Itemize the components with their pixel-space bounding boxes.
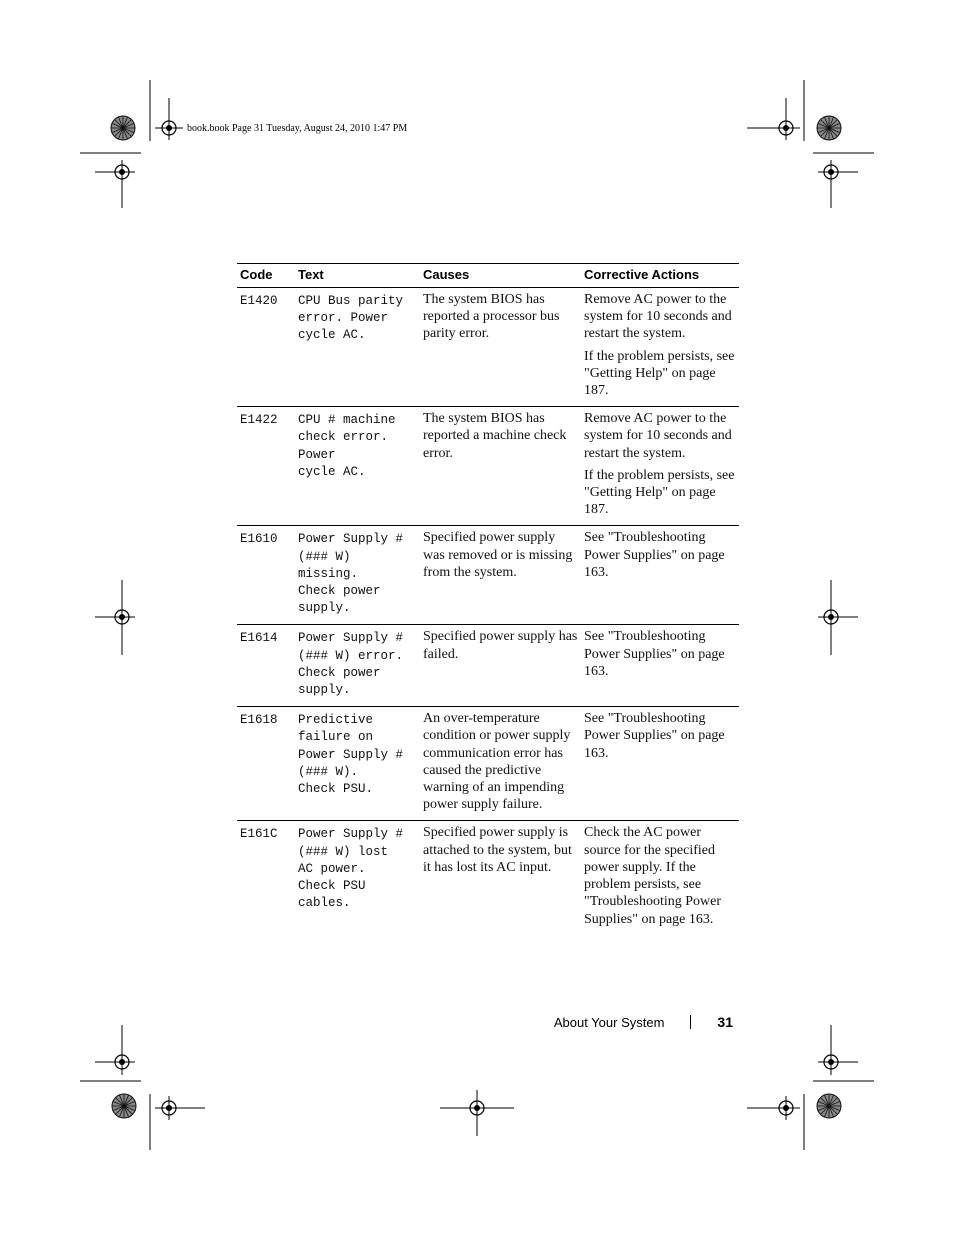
action-paragraph: See "Troubleshooting Power Supplies" on page 163. <box>584 530 725 580</box>
print-header-stamp: book.book Page 31 Tuesday, August 24, 2010 1:47 PM <box>187 123 408 134</box>
message-text: Power Supply # (### W) lost AC power. Check PSU cables. <box>298 827 404 911</box>
message-text: CPU # machine check error. Power cycle AC. <box>295 407 420 526</box>
corrective-actions <box>581 288 739 407</box>
corrective-actions <box>581 526 739 625</box>
action-paragraph: If the problem persists, see "Getting Help" on page 187. <box>584 467 735 518</box>
message-text: Power Supply # (### W) missing. Check power supply. <box>295 526 420 625</box>
column-header-code: Code <box>237 264 295 288</box>
table-row <box>237 288 739 407</box>
table-row <box>237 707 739 821</box>
action-paragraph: Check the AC power source for the specified power supply. If the problem persists, see "Troubleshooting Power Supplies" on page 163. <box>584 825 722 927</box>
error-code: E1420 <box>237 288 295 407</box>
table-row <box>237 526 739 625</box>
table-row <box>237 625 739 707</box>
table-header-row <box>237 264 739 288</box>
action-paragraph: See "Troubleshooting Power Supplies" on page 163. <box>584 711 725 761</box>
cause-text: Specified power supply is attached to the system, but it has lost its AC input. <box>423 825 572 875</box>
table-row <box>237 407 739 526</box>
action-paragraph: If the problem persists, see "Getting Help" on page 187. <box>584 348 735 399</box>
table-row <box>237 821 739 935</box>
error-code: E1422 <box>237 407 295 526</box>
page-number: 31 <box>717 1014 733 1030</box>
message-text: CPU Bus parity error. Power cycle AC. <box>295 288 420 407</box>
error-code: E1614 <box>237 625 295 707</box>
footer-divider <box>690 1015 691 1029</box>
error-code: E1618 <box>237 707 295 821</box>
column-header-causes: Causes <box>420 264 581 288</box>
message-text: Predictive failure on Power Supply # (### W). Check PSU. <box>295 707 420 821</box>
column-header-text: Text <box>295 264 420 288</box>
error-code-table <box>237 263 739 935</box>
column-header-corrective-actions: Corrective Actions <box>581 264 739 288</box>
corrective-actions <box>581 707 739 821</box>
error-code: E161C <box>240 827 278 842</box>
cause-text: The system BIOS has reported a machine check error. <box>420 407 581 526</box>
page-footer <box>554 1014 733 1030</box>
corrective-actions <box>581 625 739 707</box>
cause-text: Specified power supply has failed. <box>420 625 581 707</box>
action-paragraph: See "Troubleshooting Power Supplies" on page 163. <box>584 629 725 679</box>
error-code: E1610 <box>237 526 295 625</box>
corrective-actions <box>581 407 739 526</box>
action-paragraph: Remove AC power to the system for 10 seconds and restart the system. <box>584 411 732 461</box>
cause-text: Specified power supply was removed or is missing from the system. <box>420 526 581 625</box>
cause-text: The system BIOS has reported a processor bus parity error. <box>420 288 581 407</box>
action-paragraph: Remove AC power to the system for 10 seconds and restart the system. <box>584 292 732 342</box>
cause-text: An over-temperature condition or power supply communication error has caused the predictive warning of an impending power supply failure. <box>420 707 581 821</box>
section-title: About Your System <box>553 1014 665 1030</box>
corrective-actions <box>581 821 739 935</box>
message-text: Power Supply # (### W) error. Check power supply. <box>295 625 420 707</box>
